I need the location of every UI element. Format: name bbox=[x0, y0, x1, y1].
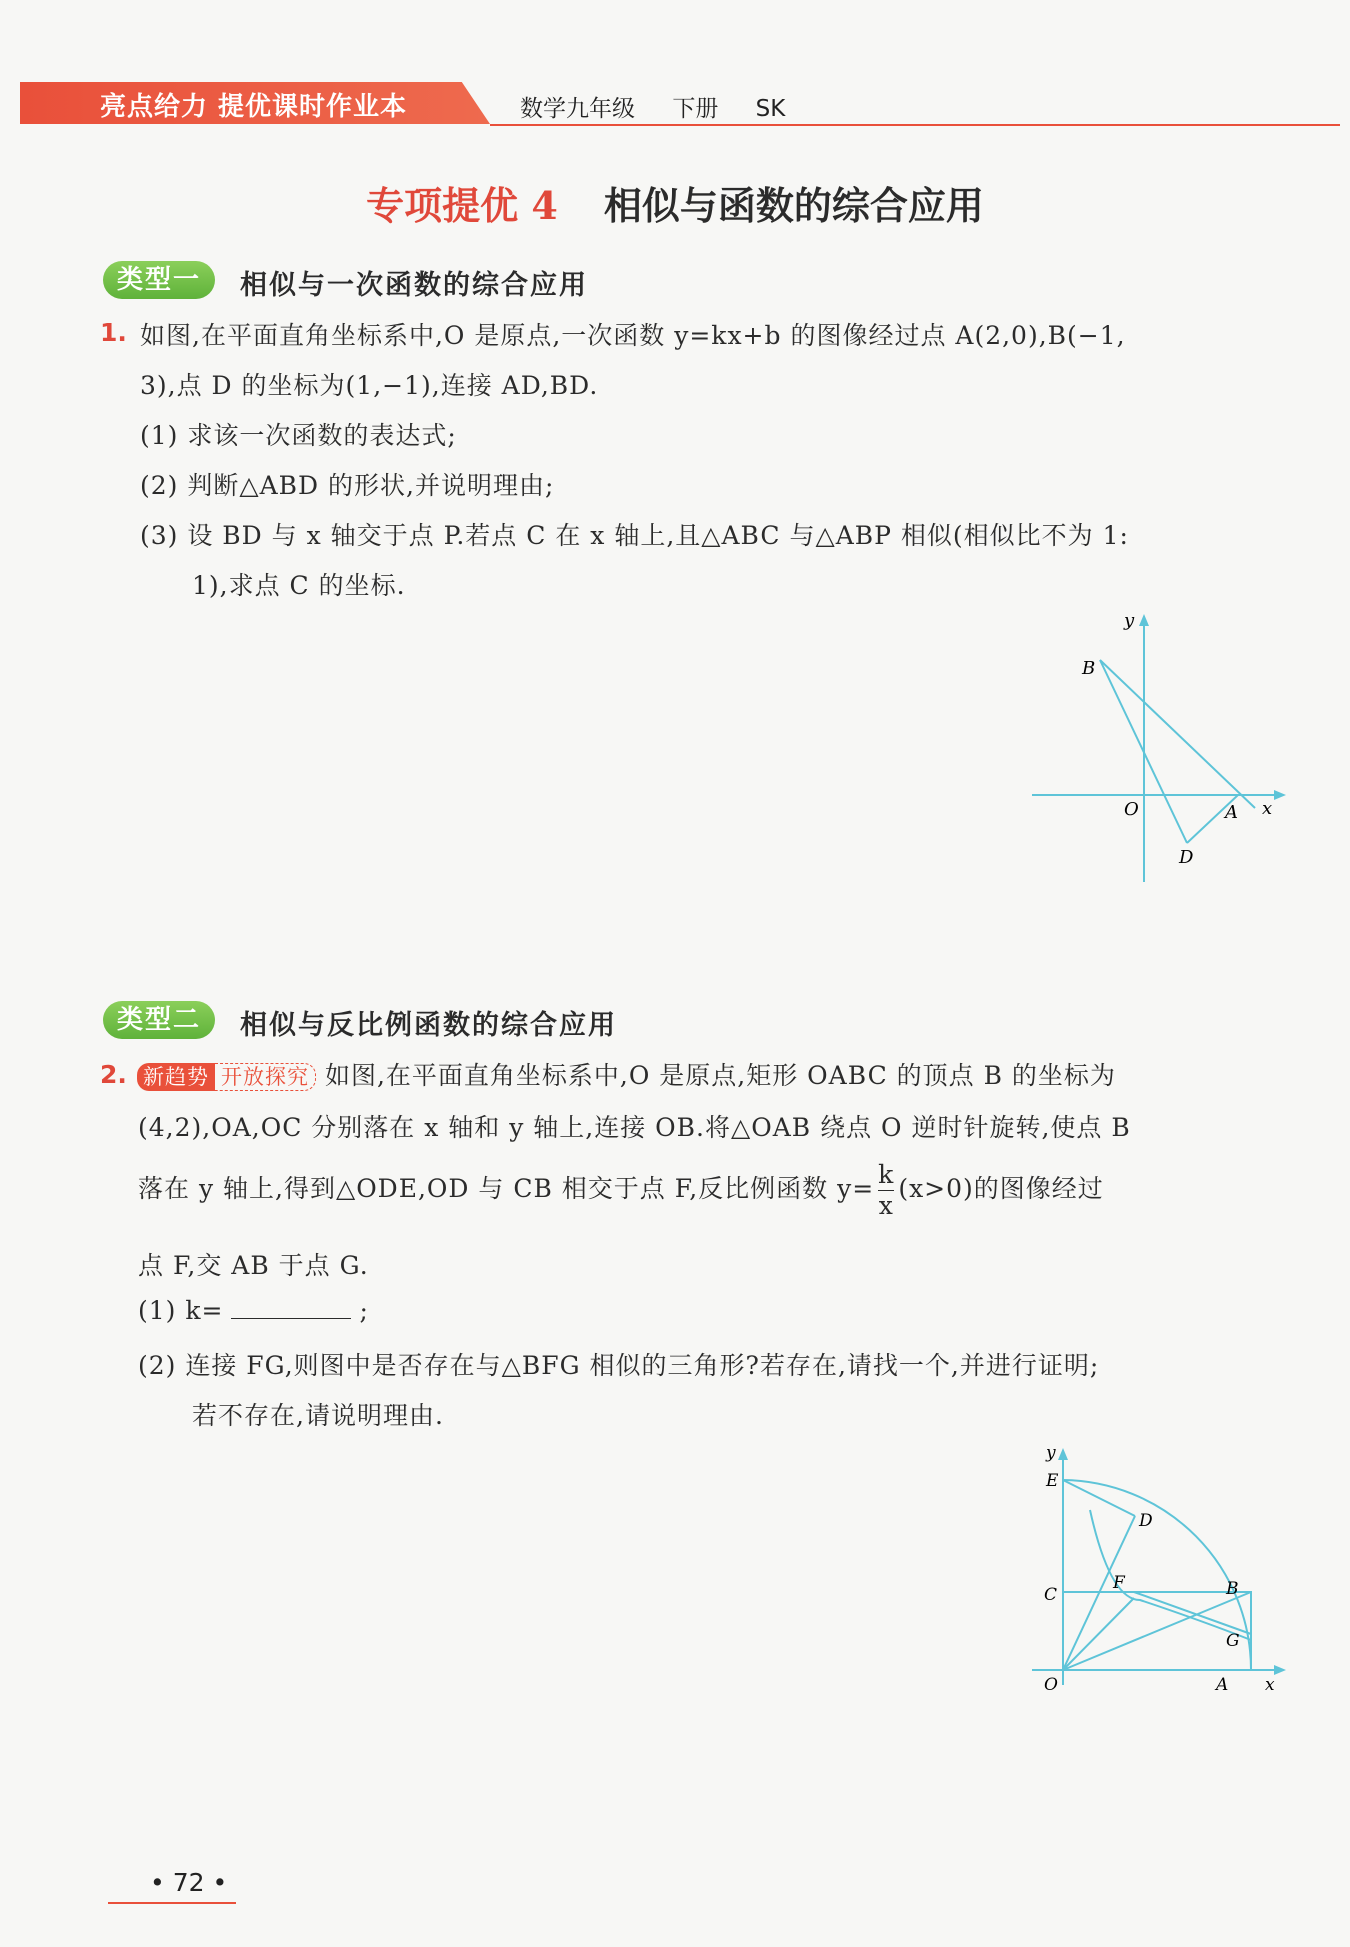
section2-title: 相似与反比例函数的综合应用 bbox=[240, 1010, 617, 1041]
question2-number: 2. bbox=[100, 1060, 127, 1089]
footer-rule bbox=[108, 1902, 236, 1904]
question1-number: 1. bbox=[100, 318, 127, 347]
q2-part-2: (2) 连接 FG,则图中是否存在与△BFG 相似的三角形?若存在,请找一个,并进行证明; bbox=[138, 1351, 1100, 1380]
fig1-label-x: x bbox=[1262, 798, 1273, 819]
header-edition: SK bbox=[755, 96, 786, 122]
q1-part-2: (2) 判断△ABD 的形状,并说明理由; bbox=[140, 471, 555, 500]
q2-part-1-label: (1) k= bbox=[138, 1296, 224, 1325]
q2-part-1 bbox=[138, 1296, 369, 1325]
header-rule bbox=[490, 124, 1340, 126]
fig2-label-E: E bbox=[1046, 1471, 1059, 1491]
q1-line-2: 3),点 D 的坐标为(1,−1),连接 AD,BD. bbox=[140, 371, 599, 400]
header-brand: 亮点给力 提优课时作业本 bbox=[100, 92, 408, 122]
fraction-k-over-x bbox=[878, 1160, 894, 1221]
fig2-line-OF bbox=[1063, 1598, 1134, 1670]
fig2-label-G: G bbox=[1226, 1631, 1240, 1651]
fig1-x-arrow bbox=[1274, 790, 1286, 800]
q2-line-3b: (x>0)的图像经过 bbox=[898, 1174, 1104, 1203]
section1-badge: 类型一 bbox=[103, 261, 215, 299]
frac-denominator: x bbox=[878, 1191, 894, 1220]
q1-part-3: (3) 设 BD 与 x 轴交于点 P.若点 C 在 x 轴上,且△ABC 与△ABP 相似(相似比不为 1: bbox=[140, 521, 1129, 550]
fig2-label-x: x bbox=[1265, 1675, 1275, 1695]
header-subject: 数学九年级 bbox=[520, 96, 635, 122]
fig1-label-O: O bbox=[1124, 799, 1139, 820]
section1-title: 相似与一次函数的综合应用 bbox=[240, 270, 588, 301]
page-title bbox=[0, 175, 1350, 230]
tag-open-explore: 开放探究 bbox=[215, 1063, 316, 1091]
q2-line-2: (4,2),OA,OC 分别落在 x 轴和 y 轴上,连接 OB.将△OAB 绕点 O 逆时针旋转,使点 B bbox=[138, 1113, 1131, 1142]
fig1-label-y: y bbox=[1124, 610, 1135, 631]
q2-line-4: 点 F,交 AB 于点 G. bbox=[138, 1251, 369, 1280]
fig2-line-DE bbox=[1063, 1480, 1135, 1516]
fig2-label-F: F bbox=[1113, 1573, 1125, 1593]
q2-line-1 bbox=[137, 1056, 1116, 1092]
q1-part-3-cont: 1),求点 C 的坐标. bbox=[192, 571, 406, 600]
figure-2 bbox=[1030, 1440, 1290, 1700]
fig2-x-arrow bbox=[1274, 1665, 1286, 1675]
fig2-label-y: y bbox=[1046, 1443, 1056, 1463]
fig2-y-arrow bbox=[1058, 1448, 1068, 1460]
fig2-label-A: A bbox=[1216, 1675, 1229, 1695]
q2-line-1-text: 如图,在平面直角坐标系中,O 是原点,矩形 OABC 的顶点 B 的坐标为 bbox=[324, 1061, 1116, 1090]
section2-badge: 类型二 bbox=[103, 1001, 215, 1039]
fig2-line-OB bbox=[1063, 1592, 1251, 1670]
header-info bbox=[520, 90, 815, 123]
answer-blank[interactable] bbox=[231, 1318, 351, 1319]
fig1-label-A: A bbox=[1225, 802, 1238, 823]
fig1-label-B: B bbox=[1082, 658, 1096, 679]
page-number: • 72 • bbox=[150, 1868, 228, 1897]
q1-line-1: 如图,在平面直角坐标系中,O 是原点,一次函数 y=kx+b 的图像经过点 A(2,0),B(−1, bbox=[140, 321, 1126, 350]
fig1-y-arrow bbox=[1139, 614, 1149, 626]
fig2-label-C: C bbox=[1044, 1585, 1058, 1605]
page-title-prefix: 专项提优 4 bbox=[366, 183, 558, 228]
figure-1 bbox=[1020, 600, 1290, 890]
fig1-line-AB bbox=[1100, 660, 1255, 808]
fig1-label-D: D bbox=[1179, 847, 1194, 868]
page-title-text: 相似与函数的综合应用 bbox=[603, 183, 984, 228]
q2-part-2-cont: 若不存在,请说明理由. bbox=[192, 1401, 444, 1430]
header-volume: 下册 bbox=[672, 96, 719, 122]
fig2-label-B: B bbox=[1226, 1579, 1239, 1599]
q1-part-1: (1) 求该一次函数的表达式; bbox=[140, 421, 457, 450]
frac-numerator: k bbox=[878, 1160, 895, 1189]
q2-line-3a: 落在 y 轴上,得到△ODE,OD 与 CB 相交于点 F,反比例函数 y= bbox=[138, 1174, 875, 1203]
q2-part-1-end: ; bbox=[359, 1296, 369, 1325]
q2-line-3 bbox=[138, 1160, 1104, 1221]
fig2-label-D: D bbox=[1139, 1511, 1153, 1531]
tag-new-trend: 新趋势 bbox=[137, 1063, 215, 1091]
fig2-label-O: O bbox=[1044, 1675, 1058, 1695]
